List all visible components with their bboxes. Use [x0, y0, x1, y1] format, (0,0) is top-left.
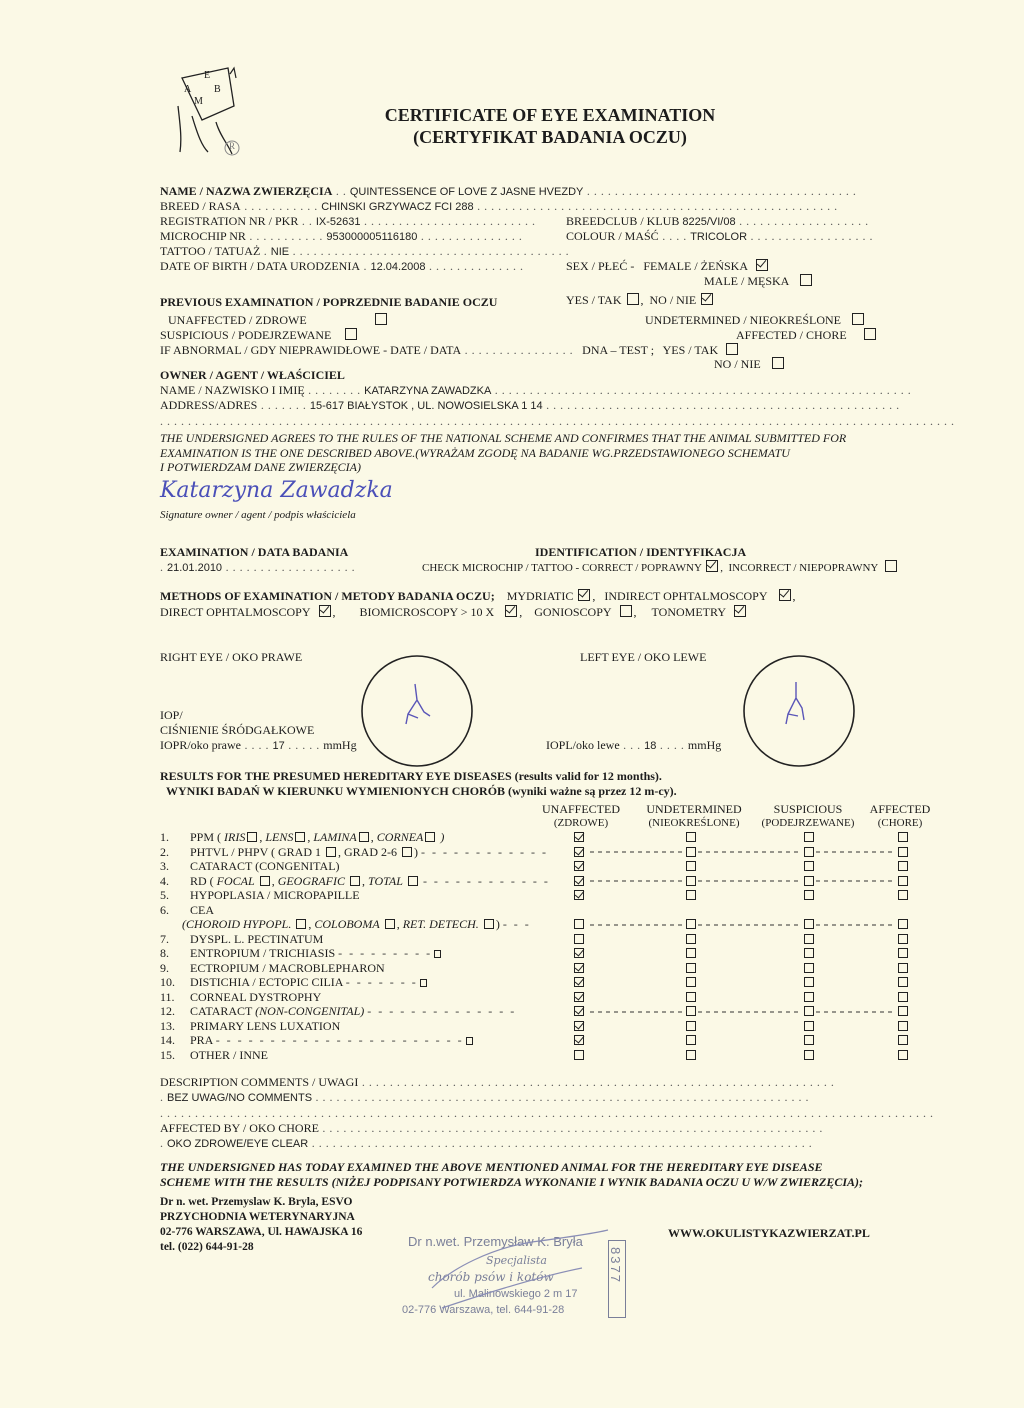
disease-label: CATARACT	[190, 1004, 253, 1018]
cea-part: RET. DETECH.	[402, 917, 479, 931]
ppm-part: )	[440, 830, 445, 844]
affected-value: OKO ZDROWE/EYE CLEAR	[167, 1138, 309, 1150]
iopr-value: 17	[272, 740, 285, 752]
vet-line: tel. (022) 644-91-28	[160, 1241, 254, 1253]
disease-cataract-noncongenital: CATARACT (NON-CONGENITAL) - - - - - - - - - - - - - -	[190, 1004, 517, 1018]
row-number: 1.	[160, 830, 169, 844]
col-header-en: UNAFFECTED	[541, 802, 620, 816]
iop-label	[160, 708, 314, 737]
grad26-label: GRAD 2-6	[344, 844, 398, 859]
prev-affected-label: AFFECTED / CHORE	[736, 328, 847, 342]
dob-value: 12.04.2008	[370, 261, 426, 273]
animal-name-label: NAME / NAZWA ZWIERZĘCIA	[160, 184, 333, 198]
row-number: 10.	[160, 975, 175, 989]
description-line-3: . . . . . . . . . . . . . . . . . . . . . . . . . . . . . . . . . . . . . . . . . . . . . . . . . . . . . . . . . . . . . . . . . . . . . . . . . . . . . . . . . . . . . . . . . . . . . . . . . . . . . . . . . . . . . . .	[160, 1106, 934, 1120]
previous-yes-label: YES / TAK	[566, 293, 622, 307]
dob-label: DATE OF BIRTH / DATA URODZENIA	[160, 259, 360, 273]
agreement-line: I POTWIERDZAM DANE ZWIERZĘCIA)	[160, 460, 361, 474]
previous-yes-checkbox[interactable]	[627, 293, 639, 305]
abnormal-label: IF ABNORMAL / GDY NIEPRAWIDŁOWE - DATE / DATA	[160, 343, 462, 357]
breedclub-label: BREEDCLUB / KLUB	[566, 214, 680, 228]
female-label: FEMALE / ŻEŃSKA	[643, 259, 749, 273]
breed-value: CHINSKI GRZYWACZ FCI 288	[321, 201, 474, 213]
pra-sub-checkbox[interactable]	[466, 1037, 473, 1045]
left-eye-label: LEFT EYE / OKO LEWE	[580, 650, 707, 664]
agreement-text	[160, 431, 846, 475]
disease-label: ENTROPIUM / TRICHIASIS	[190, 946, 336, 960]
address-continuation: . . . . . . . . . . . . . . . . . . . . . . . . . . . . . . . . . . . . . . . . . . . . . . . . . . . . . . . . . . . . . . . . . . . . . . . . . . . . . . . . . . . . . . . . . . . . . . . . . . . . . . . . . . . . . . . . . .	[160, 414, 955, 428]
registration-label: REGISTRATION NR / PKR	[160, 214, 299, 228]
disease-entropium: ENTROPIUM / TRICHIASIS - - - - - - - - -	[190, 946, 550, 961]
rd-part: GEOGRAFIC	[277, 873, 346, 888]
vet-stamp	[402, 1232, 630, 1322]
previous-exam-heading: PREVIOUS EXAMINATION / POPRZEDNIE BADANIE OCZU	[160, 295, 498, 309]
col-header-pl: (NIEOKREŚLONE)	[648, 817, 740, 829]
gonioscopy-checkbox[interactable]	[620, 605, 632, 617]
ppm-part: CORNEA	[376, 830, 424, 844]
microchip-row: MICROCHIP NR . . . . . . . . . . . 953000005116180 . . . . . . . . . . . . . . .	[160, 229, 523, 243]
disease-corneal: CORNEAL DYSTROPHY	[190, 989, 322, 1004]
owner-name-row: NAME / NAZWISKO I IMIĘ . . . . . . . . KATARZYNA ZAWADZKA . . . . . . . . . . . . . . . . . . . . . . . . . . . . . . . . . . . . . . . . . . . . . . . . . . . . . . . . . . . .	[160, 383, 912, 397]
logo	[172, 66, 244, 158]
row-number: 13.	[160, 1018, 175, 1033]
dna-no-label: NO / NIE	[714, 357, 761, 371]
logo-letter: R	[229, 141, 236, 151]
incorrect-label: INCORRECT / NIEPOPRAWNY	[728, 562, 878, 574]
registration-row: REGISTRATION NR / PKR . . IX-52631 . . . . . . . . . . . . . . . . . . . . . . . . .	[160, 214, 536, 228]
identification-row: CHECK MICROCHIP / TATTOO - CORRECT / POPRAWNY , INCORRECT / NIEPOPRAWNY	[422, 560, 899, 575]
examination-date-value: 21.01.2010	[167, 562, 223, 574]
iopr-row: IOPR/oko prawe . . . . 17 . . . . . mmHg	[160, 738, 357, 752]
identification-heading: IDENTIFICATION / IDENTYFIKACJA	[535, 545, 747, 559]
sex-label: SEX / PŁEĆ -	[566, 259, 635, 273]
owner-signature: Katarzyna Zawadzka	[160, 478, 393, 503]
stamp-line: ul. Malinowskiego 2 m 17	[454, 1288, 578, 1300]
prev-undetermined-checkbox[interactable]	[852, 313, 864, 325]
page-title	[300, 104, 800, 148]
stamp-line: Dr n.wet. Przemysław K. Bryła	[408, 1234, 583, 1249]
disease-label: PHTVL / PHPV ( GRAD 1	[190, 844, 322, 859]
prev-suspicious-row	[160, 328, 359, 342]
check-microchip-label: CHECK MICROCHIP / TATTOO - CORRECT / POPRAWNY	[422, 562, 702, 574]
owner-address-value: 15-617 BIAŁYSTOK , UL. NOWOSIELSKA 1 14	[309, 400, 543, 412]
col-undetermined-header	[638, 802, 750, 830]
disease-hypoplasia: HYPOPLASIA / MICROPAPILLE	[190, 888, 360, 902]
indirect-label: INDIRECT OPHTALMOSCOPY	[604, 589, 768, 603]
owner-address-label: ADDRESS/ADRES	[160, 398, 258, 412]
row-number	[160, 917, 175, 932]
stamp-line: chorób psów i kotów	[428, 1270, 554, 1284]
disease-ectropium: ECTROPIUM / MACROBLEPHARON	[190, 960, 385, 975]
logo-letter: A	[184, 84, 192, 95]
iopl-row: IOPL/oko lewe . . . 18 . . . . mmHg	[546, 738, 722, 752]
logo-letter: E	[204, 70, 211, 81]
disease-label: PPM (	[190, 830, 222, 844]
distichia-sub-checkbox[interactable]	[420, 979, 427, 987]
male-label: MALE / MĘSKA	[704, 274, 790, 288]
breedclub-value: 8225/VI/08	[682, 216, 736, 228]
grad1-checkbox[interactable]	[326, 847, 336, 857]
grad26-checkbox[interactable]	[402, 847, 412, 857]
disease-label: (CHOROID HYPOPL.	[182, 917, 292, 931]
results-heading-line: RESULTS FOR THE PRESUMED HEREDITARY EYE DISEASES (results valid for 12 months).	[160, 769, 662, 783]
results-heading-line: WYNIKI BADAŃ W KIERUNKU WYMIENIONYCH CHORÓB (wyniki ważne są przez 12 m-cy).	[166, 783, 677, 798]
vet-line: Dr n. wet. Przemyslaw K. Bryla, ESVO	[160, 1196, 353, 1208]
title-pl: (CERTYFIKAT BADANIA OCZU)	[413, 127, 687, 147]
prev-suspicious-checkbox[interactable]	[345, 328, 357, 340]
stamp-line: Specjalista	[486, 1254, 547, 1267]
disease-luxation: PRIMARY LENS LUXATION	[190, 1018, 341, 1033]
row-number: 7.	[160, 931, 169, 946]
affected-by-row: AFFECTED BY / OKO CHORE . . . . . . . . . . . . . . . . . . . . . . . . . . . . . . . . . . . . . . . . . . . . . . . . . . . . . . . . . . . . . . . . . . . . . . . .	[160, 1121, 823, 1135]
results-numbers	[160, 830, 175, 1062]
vet-line: PRZYCHODNIA WETERYNARYJNA	[160, 1211, 355, 1223]
disease-rd: RD ( FOCAL , GEOGRAFIC , TOTAL - - - - - - - - - - - -	[190, 873, 550, 888]
colour-value: TRICOLOR	[690, 231, 748, 243]
row-number: 4.	[160, 873, 169, 888]
col-header-pl: (ZDROWE)	[553, 817, 609, 829]
tonometry-checkbox[interactable]	[734, 605, 746, 617]
left-eye-diagram	[742, 654, 856, 768]
examination-date-row: . 21.01.2010 . . . . . . . . . . . . . . . . . . .	[160, 560, 356, 574]
disease-label: PRA	[190, 1033, 213, 1047]
dna-no-row	[714, 357, 786, 371]
owner-address-row: ADDRESS/ADRES . . . . . . . 15-617 BIAŁYSTOK , UL. NOWOSIELSKA 1 14 . . . . . . . . . . . . . . . . . . . . . . . . . . . . . . . . . . . . . . . . . . . . . . . . . . .	[160, 398, 900, 412]
ppm-cornea-checkbox[interactable]	[425, 832, 435, 842]
ppm-lens-checkbox[interactable]	[295, 832, 305, 842]
iopr-label: IOPR/oko prawe	[160, 738, 241, 752]
iopl-label: IOPL/oko lewe	[546, 738, 620, 752]
prev-affected-row	[736, 328, 878, 342]
female-checkbox[interactable]	[756, 259, 768, 271]
mydriatic-label: MYDRIATIC	[506, 589, 574, 603]
biomicroscopy-checkbox[interactable]	[505, 605, 517, 617]
stamp-line: 02-776 Warszawa, tel. 644-91-28	[402, 1304, 565, 1316]
male-checkbox[interactable]	[800, 274, 812, 286]
disease-dyspl: DYSPL. L. PECTINATUM	[190, 931, 324, 946]
cataract-part: (NON-CONGENITAL)	[255, 1004, 365, 1018]
biomicroscopy-label: BIOMICROSCOPY > 10 X	[359, 605, 495, 619]
methods-row-2: DIRECT OPHTALMOSCOPY , BIOMICROSCOPY > 10 X , GONIOSCOPY , TONOMETRY	[160, 605, 748, 619]
owner-name-value: KATARZYNA ZAWADZKA	[364, 385, 492, 397]
dna-yes-checkbox[interactable]	[726, 343, 738, 355]
website: WWW.OKULISTYKAZWIERZAT.PL	[668, 1226, 870, 1240]
mydriatic-checkbox[interactable]	[578, 589, 590, 601]
rd-part: FOCAL	[216, 873, 255, 888]
methods-heading: METHODS OF EXAMINATION / METODY BADANIA OCZU;	[160, 589, 495, 603]
stamp-number-text: 8377	[608, 1247, 623, 1284]
dashed-connectors	[560, 830, 920, 1065]
male-row	[704, 274, 814, 288]
animal-name-value: QUINTESSENCE OF LOVE Z JASNE HVEZDY	[349, 186, 584, 198]
col-header-en: AFFECTED	[869, 802, 931, 816]
col-header-pl: (CHORE)	[877, 817, 923, 829]
disease-cataract-congenital: CATARACT (CONGENITAL)	[190, 859, 340, 873]
previous-no-checkbox[interactable]	[701, 293, 713, 305]
methods-row-1: METHODS OF EXAMINATION / METODY BADANIA OCZU; MYDRIATIC , INDIRECT OPHTALMOSCOPY ,	[160, 589, 796, 603]
results-heading	[160, 769, 677, 798]
prev-unaffected-label: UNAFFECTED / ZDROWE	[168, 313, 307, 327]
description-row: DESCRIPTION COMMENTS / UWAGI . . . . . . . . . . . . . . . . . . . . . . . . . . . . . . . . . . . . . . . . . . . . . . . . . . . . . . . . . . . . . . . . . . . .	[160, 1075, 835, 1089]
row-number: 14.	[160, 1033, 175, 1047]
disease-ppm: PPM ( IRIS , LENS , LAMINA , CORNEA )	[190, 830, 445, 844]
logo-letter: B	[214, 84, 221, 95]
coloboma-checkbox[interactable]	[385, 919, 395, 929]
disease-cea: CEA	[190, 902, 214, 917]
microchip-value: 953000005116180	[326, 231, 418, 243]
dna-yes-label: YES / TAK	[662, 343, 719, 357]
examination-heading: EXAMINATION / DATA BADANIA	[160, 545, 349, 559]
row-number: 6.	[160, 902, 169, 917]
cea-part: COLOBOMA	[314, 917, 380, 931]
incorrect-checkbox[interactable]	[885, 560, 897, 572]
description-value-row: . BEZ UWAG/NO COMMENTS . . . . . . . . . . . . . . . . . . . . . . . . . . . . . . . . . . . . . . . . . . . . . . . . . . . . . . . . . . . . . . . . . . . . . . .	[160, 1090, 810, 1104]
entropium-sub-checkbox[interactable]	[434, 950, 441, 958]
previous-no-label: NO / NIE	[649, 293, 697, 307]
dna-no-checkbox[interactable]	[772, 357, 784, 369]
row-number: 5.	[160, 888, 169, 902]
col-header-pl: (PODEJRZEWANE)	[761, 817, 855, 829]
previous-yes-no: YES / TAK , NO / NIE	[566, 293, 715, 307]
ppm-iris-checkbox[interactable]	[247, 832, 257, 842]
direct-checkbox[interactable]	[319, 605, 331, 617]
breed-row: BREED / RASA . . . . . . . . . . . CHINSKI GRZYWACZ FCI 288 . . . . . . . . . . . . . . . . . . . . . . . . . . . . . . . . . . . . . . . . . . . . . . . . . . . .	[160, 199, 838, 213]
disease-label: DISTICHIA / ECTOPIC CILIA	[190, 975, 343, 989]
row-number: 11.	[160, 989, 175, 1004]
colour-row: COLOUR / MAŚĆ . . . . TRICOLOR . . . . . . . . . . . . . . . . . .	[566, 229, 874, 243]
prev-undetermined-label: UNDETERMINED / NIEOKREŚLONE	[645, 313, 841, 327]
agreement-line: THE UNDERSIGNED AGREES TO THE RULES OF THE NATIONAL SCHEME AND CONFIRMES THAT THE ANIMAL SUBMITTED FOR	[160, 431, 847, 445]
col-affected-header	[862, 802, 938, 830]
ppm-part: LENS	[265, 830, 294, 844]
rd-total-checkbox[interactable]	[408, 876, 418, 886]
tonometry-label: TONOMETRY	[651, 605, 726, 619]
registration-value: IX-52631	[315, 216, 361, 228]
signature-caption: Signature owner / agent / podpis właściciela	[160, 509, 356, 521]
iop-label-line: CIŚNIENIE ŚRÓDGAŁKOWE	[160, 722, 315, 737]
right-eye-label: RIGHT EYE / OKO PRAWE	[160, 650, 303, 664]
col-unaffected-header	[538, 802, 624, 830]
colour-label: COLOUR / MAŚĆ	[566, 229, 659, 243]
prev-suspicious-label: SUSPICIOUS / PODEJRZEWANE	[160, 328, 332, 342]
dob-row: DATE OF BIRTH / DATA URODZENIA . 12.04.2008 . . . . . . . . . . . . . .	[160, 259, 524, 273]
ret-detech-checkbox[interactable]	[484, 919, 494, 929]
vet-signature-icon	[412, 1228, 612, 1318]
microchip-label: MICROCHIP NR	[160, 229, 246, 243]
rd-focal-checkbox[interactable]	[260, 876, 270, 886]
title-en: CERTIFICATE OF EYE EXAMINATION	[384, 105, 716, 125]
animal-name-row: NAME / NAZWA ZWIERZĘCIA . . QUINTESSENCE OF LOVE Z JASNE HVEZDY . . . . . . . . . . . . . . . . . . . . . . . . . . . . . . . . . . . . . . .	[160, 184, 857, 198]
declaration-line: THE UNDERSIGNED HAS TODAY EXAMINED THE ABOVE MENTIONED ANIMAL FOR THE HEREDITARY EYE DISEASE	[160, 1160, 823, 1174]
correct-checkbox[interactable]	[706, 560, 718, 572]
col-suspicious-header	[756, 802, 860, 830]
disease-label: RD (	[190, 873, 214, 888]
col-header-en: UNDETERMINED	[646, 802, 742, 816]
tattoo-row: TATTOO / TATUAŻ . NIE . . . . . . . . . . . . . . . . . . . . . . . . . . . . . . . . . . . . . . . .	[160, 244, 570, 258]
ppm-part: IRIS	[224, 830, 246, 844]
declaration	[160, 1160, 863, 1190]
vet-line: 02-776 WARSZAWA, Ul. HAWAJSKA 16	[160, 1226, 363, 1238]
disease-other: OTHER / INNE	[190, 1047, 268, 1062]
prev-affected-checkbox[interactable]	[864, 328, 876, 340]
prev-unaffected-row	[168, 313, 389, 327]
tattoo-value: NIE	[270, 246, 290, 258]
affected-by-label: AFFECTED BY / OKO CHORE	[160, 1121, 319, 1135]
ppm-lamina-checkbox[interactable]	[359, 832, 369, 842]
affected-value-row: . OKO ZDROWE/EYE CLEAR . . . . . . . . . . . . . . . . . . . . . . . . . . . . . . . . . . . . . . . . . . . . . . . . . . . . . . . . . . . . . . . . . . . . . . . .	[160, 1136, 813, 1150]
row-number: 15.	[160, 1047, 175, 1062]
iopl-unit: mmHg	[687, 738, 722, 752]
description-value: BEZ UWAG/NO COMMENTS	[167, 1092, 313, 1104]
vet-info	[160, 1195, 362, 1255]
row-number: 8.	[160, 946, 169, 960]
iopr-unit: mmHg	[323, 738, 357, 752]
description-label: DESCRIPTION COMMENTS / UWAGI	[160, 1075, 359, 1089]
row-number: 9.	[160, 960, 169, 975]
direct-label: DIRECT OPHTALMOSCOPY	[160, 605, 311, 619]
choroid-checkbox[interactable]	[296, 919, 306, 929]
declaration-line: SCHEME WITH THE RESULTS (NIŻEJ PODPISANY POTWIERDZA WYKONANIE I WYNIK BADANIA OCZU U W/W ZWIERZĘCIA);	[160, 1175, 864, 1189]
iopl-value: 18	[644, 740, 657, 752]
iop-label-line: IOP/	[160, 708, 183, 722]
col-header-en: SUSPICIOUS	[773, 802, 843, 816]
sex-row	[566, 259, 770, 273]
abnormal-row: IF ABNORMAL / GDY NIEPRAWIDŁOWE - DATE / DATA . . . . . . . . . . . . . . . . DNA – TEST ; YES / TAK	[160, 343, 740, 357]
breed-label: BREED / RASA	[160, 199, 241, 213]
row-number: 2.	[160, 844, 169, 859]
row-number: 3.	[160, 859, 169, 873]
owner-name-label: NAME / NAZWISKO I IMIĘ	[160, 383, 305, 397]
row-number: 12.	[160, 1004, 175, 1018]
right-eye-diagram	[360, 654, 474, 768]
prev-undetermined-row	[645, 313, 866, 327]
disease-cea-sub: (CHOROID HYPOPL. , COLOBOMA , RET. DETECH. ) - - -	[182, 917, 531, 931]
results-labels	[182, 830, 550, 1062]
gonioscopy-label: GONIOSCOPY	[534, 605, 612, 619]
rd-part: TOTAL	[368, 873, 403, 888]
agreement-line: EXAMINATION IS THE ONE DESCRIBED ABOVE.(WYRAŻAM ZGODĘ NA BADANIE WG.PRZEDSTAWIONEGO SCHEMATU	[160, 445, 790, 460]
dna-label: DNA – TEST ;	[582, 343, 655, 357]
disease-phtvl: PHTVL / PHPV ( GRAD 1 , GRAD 2-6 ) - - - - - - - - - - - -	[190, 844, 548, 859]
tattoo-label: TATTOO / TATUAŻ	[160, 244, 261, 258]
ppm-part: LAMINA	[313, 830, 357, 844]
breedclub-row: BREEDCLUB / KLUB 8225/VI/08 . . . . . . . . . . . . . . . . . . .	[566, 214, 869, 228]
logo-letter: M	[194, 96, 203, 107]
disease-distichia: DISTICHIA / ECTOPIC CILIA - - - - - - -	[190, 975, 550, 990]
prev-unaffected-checkbox[interactable]	[375, 313, 387, 325]
indirect-checkbox[interactable]	[779, 589, 791, 601]
owner-heading: OWNER / AGENT / WŁAŚCICIEL	[160, 368, 345, 382]
rd-geografic-checkbox[interactable]	[350, 876, 360, 886]
disease-pra: PRA - - - - - - - - - - - - - - - - - - - - - - -	[190, 1033, 550, 1048]
